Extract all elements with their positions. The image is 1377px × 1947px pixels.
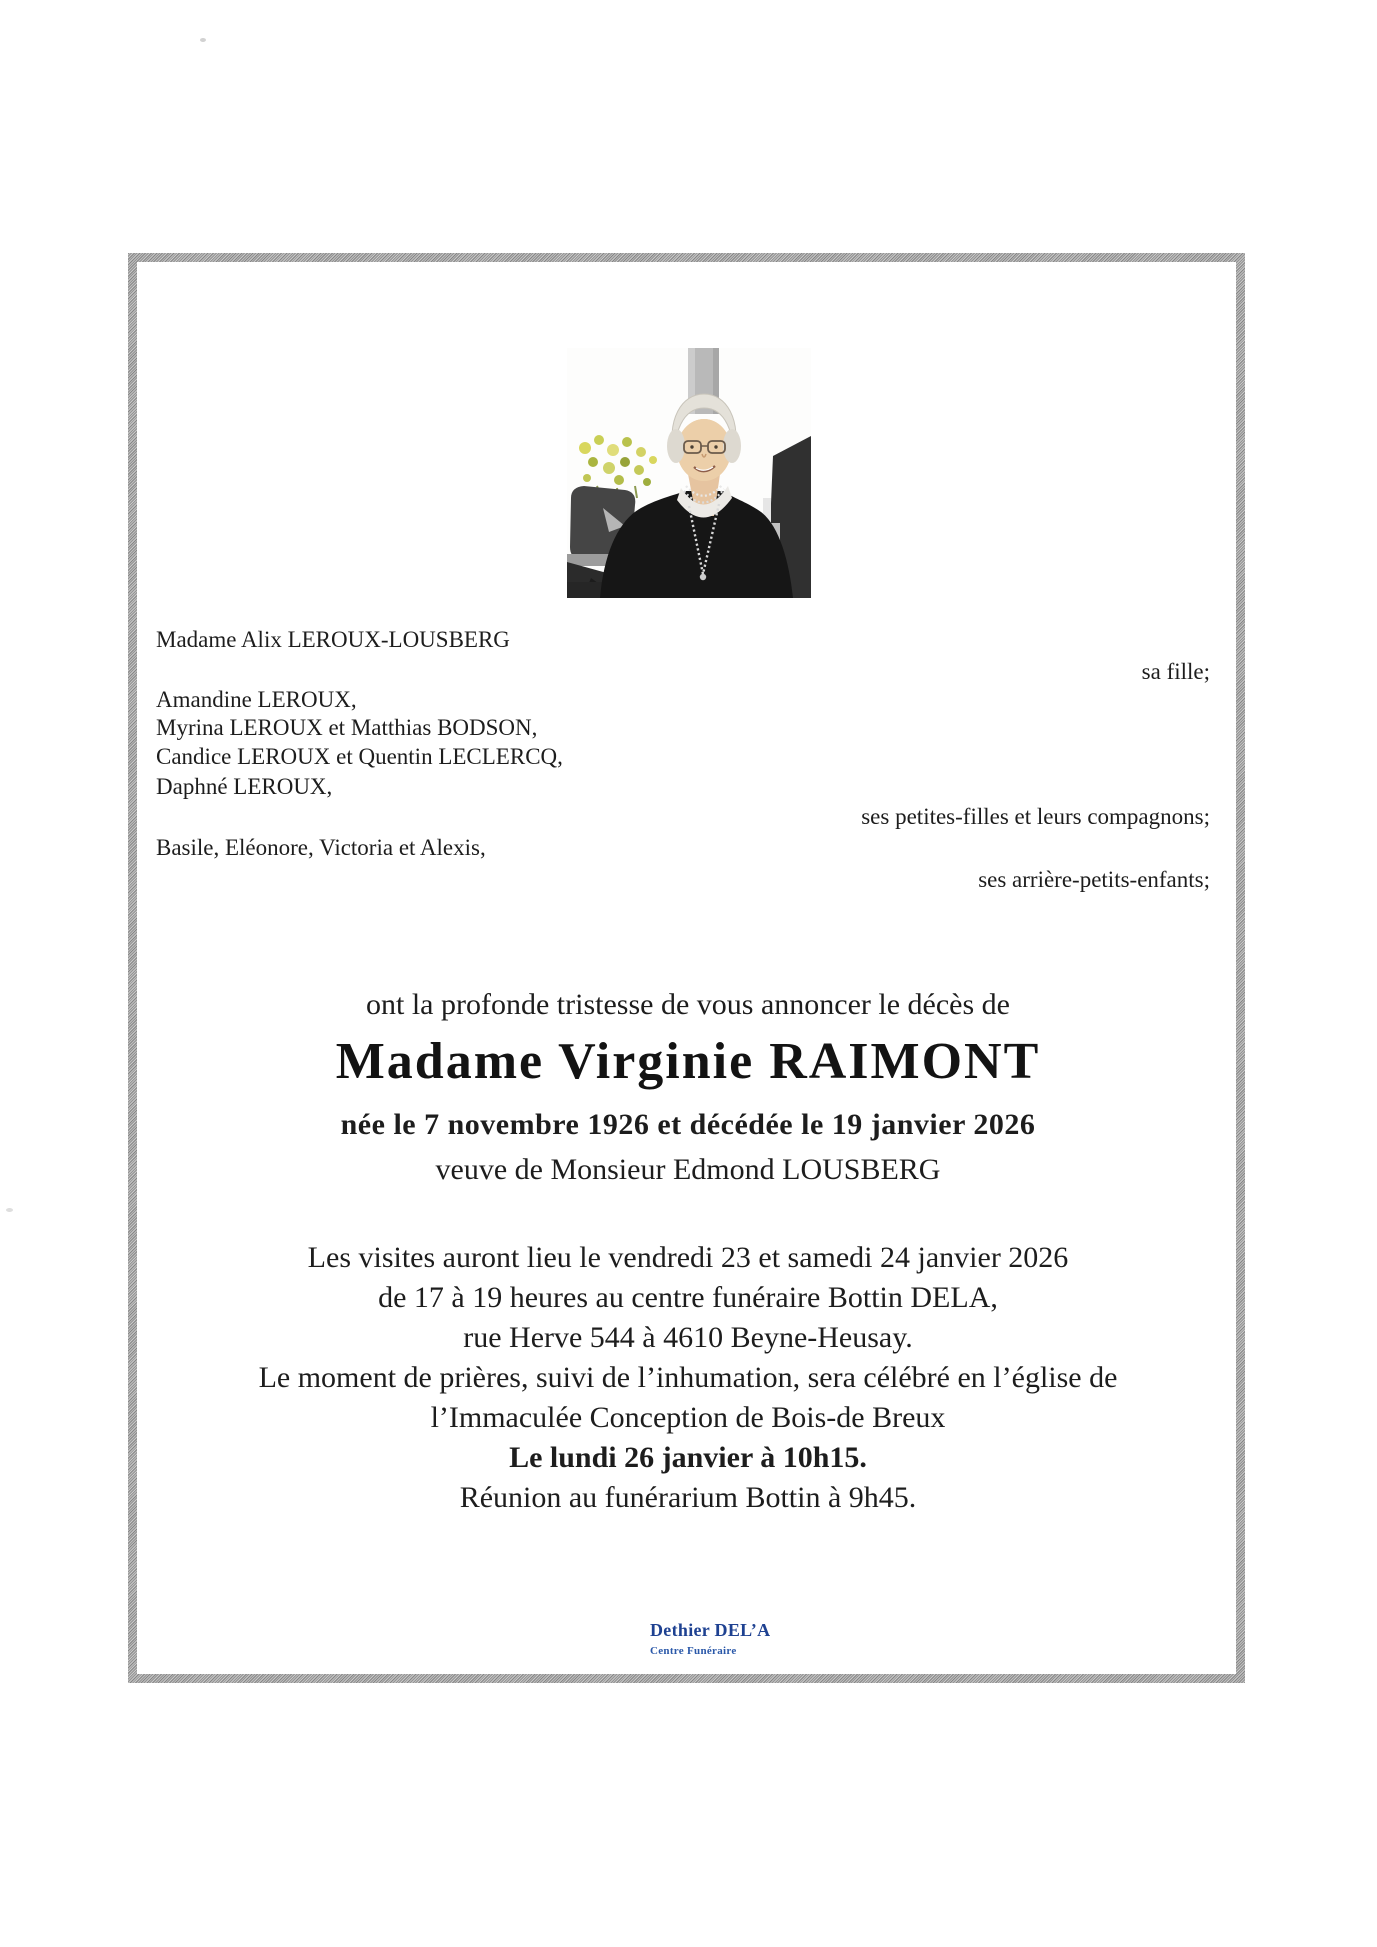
ceremony-line: l’Immaculée Conception de Bois-de Breux bbox=[430, 1401, 946, 1434]
ceremony-line: Les visites auront lieu le vendredi 23 et samedi 24 janvier 2026 bbox=[307, 1241, 1069, 1274]
ceremony-details bbox=[139, 1238, 1237, 1518]
granddaughter-line: Myrina LEROUX et Matthias BODSON, bbox=[156, 715, 538, 740]
logo-name: Dethier DEL’A bbox=[650, 1620, 771, 1640]
funeral-home-logo bbox=[650, 1620, 770, 1657]
ceremony-line: Le moment de prières, suivi de l’inhumation, sera célébré en l’église de bbox=[258, 1361, 1118, 1394]
great-grandchildren-relation-line: ses arrière-petits-enfants; bbox=[978, 867, 1210, 892]
granddaughter-line: Candice LEROUX et Quentin LECLERCQ, bbox=[156, 744, 563, 769]
logo-subtitle: Centre Funéraire bbox=[650, 1645, 737, 1657]
scan-artifact bbox=[200, 38, 206, 42]
granddaughter-line: Amandine LEROUX, bbox=[156, 687, 357, 712]
birth-death-dates: née le 7 novembre 1926 et décédée le 19 janvier 2026 bbox=[340, 1108, 1036, 1141]
daughter-name-line: Madame Alix LEROUX-LOUSBERG bbox=[156, 627, 510, 652]
widow-line: veuve de Monsieur Edmond LOUSBERG bbox=[435, 1153, 941, 1186]
ceremony-line: de 17 à 19 heures au centre funéraire Bottin DELA, bbox=[378, 1281, 998, 1314]
deceased-name: Madame Virginie RAIMONT bbox=[335, 1033, 1041, 1090]
ceremony-line: Réunion au funérarium Bottin à 9h45. bbox=[459, 1481, 917, 1514]
announcement-intro: ont la profonde tristesse de vous annoncer le décès de bbox=[366, 988, 1010, 1021]
granddaughters-relation-line: ses petites-filles et leurs compagnons; bbox=[861, 804, 1210, 829]
granddaughter-line: Daphné LEROUX, bbox=[156, 774, 333, 799]
daughter-relation-line: sa fille; bbox=[1141, 659, 1210, 684]
portrait-photo bbox=[567, 348, 811, 598]
great-grandchildren-line: Basile, Eléonore, Victoria et Alexis, bbox=[156, 835, 486, 860]
scan-artifact bbox=[6, 1208, 13, 1212]
ceremony-line-service-time: Le lundi 26 janvier à 10h15. bbox=[509, 1441, 867, 1474]
ceremony-line: rue Herve 544 à 4610 Beyne-Heusay. bbox=[463, 1321, 913, 1354]
